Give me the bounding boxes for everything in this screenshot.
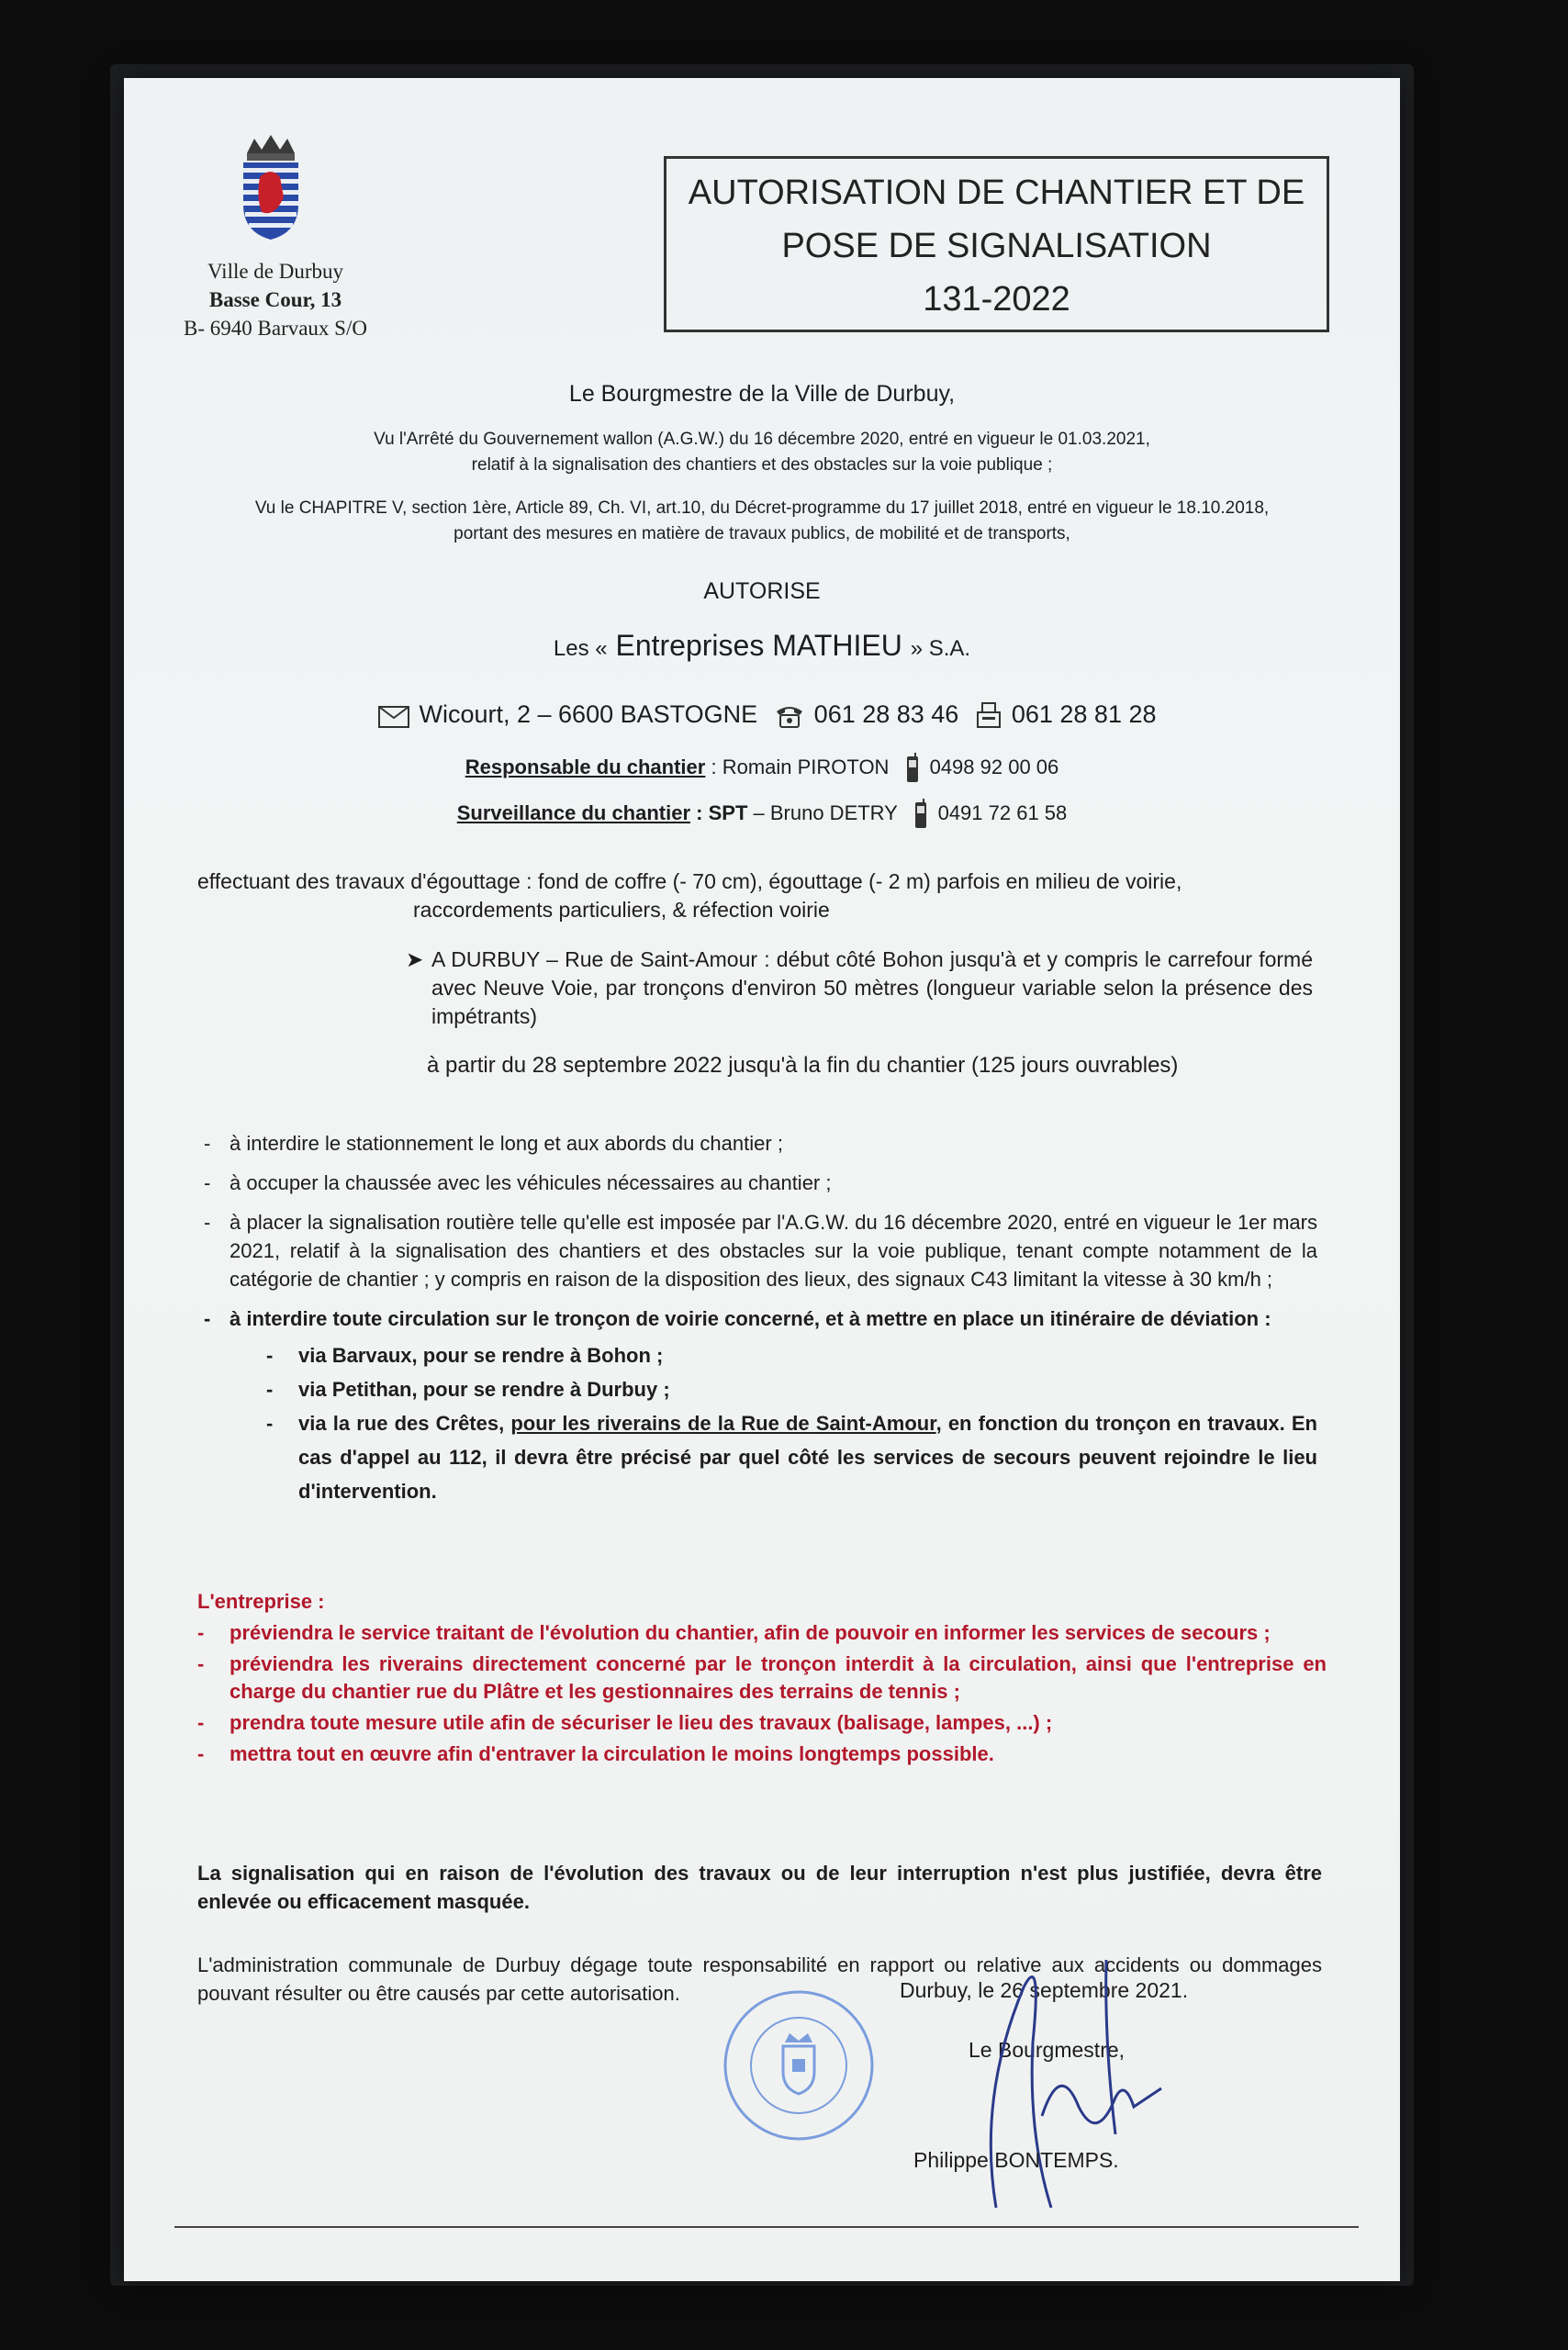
signature-role: Le Bourgmestre, xyxy=(969,2038,1126,2062)
dash-bullet: - xyxy=(204,1132,211,1155)
site-supervision-label: Surveillance du chantier xyxy=(456,800,691,824)
bourgmestre-heading: Le Bourgmestre de la Ville de Durbuy, xyxy=(568,381,956,407)
company-phone: 061 28 83 46 xyxy=(813,700,959,728)
dash-bullet: - xyxy=(266,1412,274,1435)
entreprise-heading: L'entreprise : xyxy=(197,1590,325,1613)
mobile-phone-icon xyxy=(913,799,929,830)
company-fax: 061 28 81 28 xyxy=(1011,700,1157,728)
autorise-heading: AUTORISE xyxy=(703,578,821,604)
entreprise-obligations xyxy=(197,1588,1327,1768)
footer-divider xyxy=(174,2226,1359,2228)
rule-item: - à placer la signalisation routière telle qu'elle est imposée par l'A.G.W. du 16 décembre 2020, entré en vigueur le 1er mars 2021, relatif à la signalisation des chantiers et des obstacles sur la voie publique, tenant compte notamment de la catégorie de chantier ; y compris en raison de la disposition des lieux, des signaux C43 limitant la vitesse à 30 km/h ; xyxy=(230,1208,1317,1293)
handwritten-signature xyxy=(941,1932,1216,2226)
rule-item: - à interdire le stationnement le long et aux abords du chantier ; xyxy=(230,1129,1317,1158)
town-name: Ville de Durbuy xyxy=(207,260,344,283)
obligation-item: - mettra tout en œuvre afin d'entraver la circulation le moins longtemps possible. xyxy=(197,1740,1327,1768)
works-location xyxy=(406,946,1313,1031)
document-page xyxy=(124,78,1400,2281)
works-line1: effectuant des travaux d'égouttage : fond de coffre (- 70 cm), égouttage (- 2 m) parfois en milieu de voirie, xyxy=(197,869,1182,893)
signalisation-paragraph: La signalisation qui en raison de l'évolution des travaux ou de leur interruption n'est plus justifiée, devra être enlevée ou efficacement masquée. xyxy=(197,1862,1322,1913)
mail-icon xyxy=(377,703,410,729)
official-stamp-icon xyxy=(721,1987,877,2143)
site-supervision-name: – Bruno DETRY xyxy=(753,800,898,824)
rules-list xyxy=(204,1129,1317,1508)
title-line1: AUTORISATION DE CHANTIER ET DE xyxy=(688,173,1305,212)
dash-bullet: - xyxy=(197,1742,205,1765)
site-manager-label: Responsable du chantier xyxy=(465,755,706,778)
obligation-item: - prendra toute mesure utile afin de sécuriser le lieu des travaux (balisage, lampes, ...) ; xyxy=(197,1709,1327,1737)
dash-bullet: - xyxy=(197,1621,205,1644)
dash-bullet: - xyxy=(204,1211,211,1234)
title-line2: POSE DE SIGNALISATION xyxy=(781,227,1212,265)
telephone-icon xyxy=(774,702,805,730)
vu-decret-line1: Vu le CHAPITRE V, section 1ère, Article 89, Ch. VI, art.10, du Décret-programme du 17 juillet 2018, entré en vigueur le 18.10.2018, xyxy=(254,498,1270,518)
site-manager-line xyxy=(124,753,1400,784)
vu-decret xyxy=(124,496,1400,547)
vu-decret-line2: portant des mesures en matière de travaux publics, de mobilité et de transports, xyxy=(454,524,1070,543)
signatory-name: Philippe BONTEMPS. xyxy=(913,2148,1119,2172)
detour-list xyxy=(230,1338,1317,1508)
rule-item: - à occuper la chaussée avec les véhicules nécessaires au chantier ; xyxy=(230,1169,1317,1197)
town-street: Basse Cour, 13 xyxy=(208,288,342,311)
vu-agw-line2: relatif à la signalisation des chantiers et des obstacles sur la voie publique ; xyxy=(471,455,1053,475)
company-name: Entreprises MATHIEU xyxy=(615,629,902,662)
site-supervision-company: : SPT xyxy=(696,800,748,824)
works-period: à partir du 28 septembre 2022 jusqu'à la fin du chantier (125 jours ouvrables) xyxy=(427,1053,1179,1078)
site-manager-phone: 0498 92 00 06 xyxy=(929,755,1059,778)
company-suffix: » S.A. xyxy=(910,636,971,661)
administration-paragraph: L'administration communale de Durbuy dégage toute responsabilité en rapport ou relative aux accidents ou dommages pouvant résulter ou être causés par cette autorisation. xyxy=(197,1953,1322,2005)
title-number: 131-2022 xyxy=(923,280,1070,319)
site-manager-name: : Romain PIROTON xyxy=(711,755,890,778)
signature-date: Durbuy, le 26 septembre 2021. xyxy=(900,1978,1189,2002)
vu-agw xyxy=(124,427,1400,478)
company-contact-line xyxy=(124,700,1400,731)
dash-bullet: - xyxy=(266,1344,274,1367)
town-address-block xyxy=(170,257,381,342)
rule-item: - à interdire toute circulation sur le tronçon de voirie concerné, et à mettre en place un itinéraire de déviation : xyxy=(230,1304,1317,1333)
vu-agw-line1: Vu l'Arrêté du Gouvernement wallon (A.G.W.) du 16 décembre 2020, entré en vigueur le 01.03.2021, xyxy=(374,430,1150,449)
obligation-item: - préviendra le service traitant de l'évolution du chantier, afin de pouvoir en informer les services de secours ; xyxy=(197,1619,1327,1647)
detour-item: - via Petithan, pour se rendre à Durbuy ; xyxy=(298,1372,1317,1406)
title-box xyxy=(664,156,1329,332)
mobile-phone-icon xyxy=(904,753,921,784)
obligation-item: - préviendra les riverains directement concerné par le tronçon interdit à la circulation, ainsi que l'entreprise en charge du chantier rue du Plâtre et les gestionnaires des terrains de tennis ; xyxy=(197,1652,1327,1703)
detour-item: - via la rue des Crêtes, pour les riverains de la Rue de Saint-Amour, en fonction du tronçon en travaux. En cas d'appel au 112, il devra être précisé par quel côté les services de secours peuvent rejoindre le lieu d'intervention. xyxy=(298,1406,1317,1508)
works-line2: raccordements particuliers, & réfection voirie xyxy=(413,898,830,922)
dash-bullet: - xyxy=(204,1171,211,1194)
dash-bullet: - xyxy=(266,1378,274,1401)
works-description xyxy=(197,867,1317,924)
arrow-bullet-icon: ➤ xyxy=(406,947,424,971)
company-name-line xyxy=(124,629,1400,663)
detour-item: - via Barvaux, pour se rendre à Bohon ; xyxy=(298,1338,1317,1372)
durbuy-crest-icon xyxy=(234,133,308,243)
dash-bullet: - xyxy=(204,1307,211,1330)
site-supervision-phone: 0491 72 61 58 xyxy=(937,800,1068,824)
company-address: Wicourt, 2 – 6600 BASTOGNE xyxy=(419,700,758,728)
company-prefix: Les « xyxy=(553,636,608,661)
fax-icon xyxy=(975,701,1002,731)
site-supervision-line xyxy=(124,799,1400,830)
dash-bullet: - xyxy=(197,1652,205,1675)
works-location-text: A DURBUY – Rue de Saint-Amour : début côté Bohon jusqu'à et y compris le carrefour formé avec Neuve Voie, par tronçons d'environ 50 mètres (longueur variable selon la présence des impétrants) xyxy=(431,947,1313,1028)
town-postcode: B- 6940 Barvaux S/O xyxy=(184,317,367,340)
dash-bullet: - xyxy=(197,1711,205,1734)
